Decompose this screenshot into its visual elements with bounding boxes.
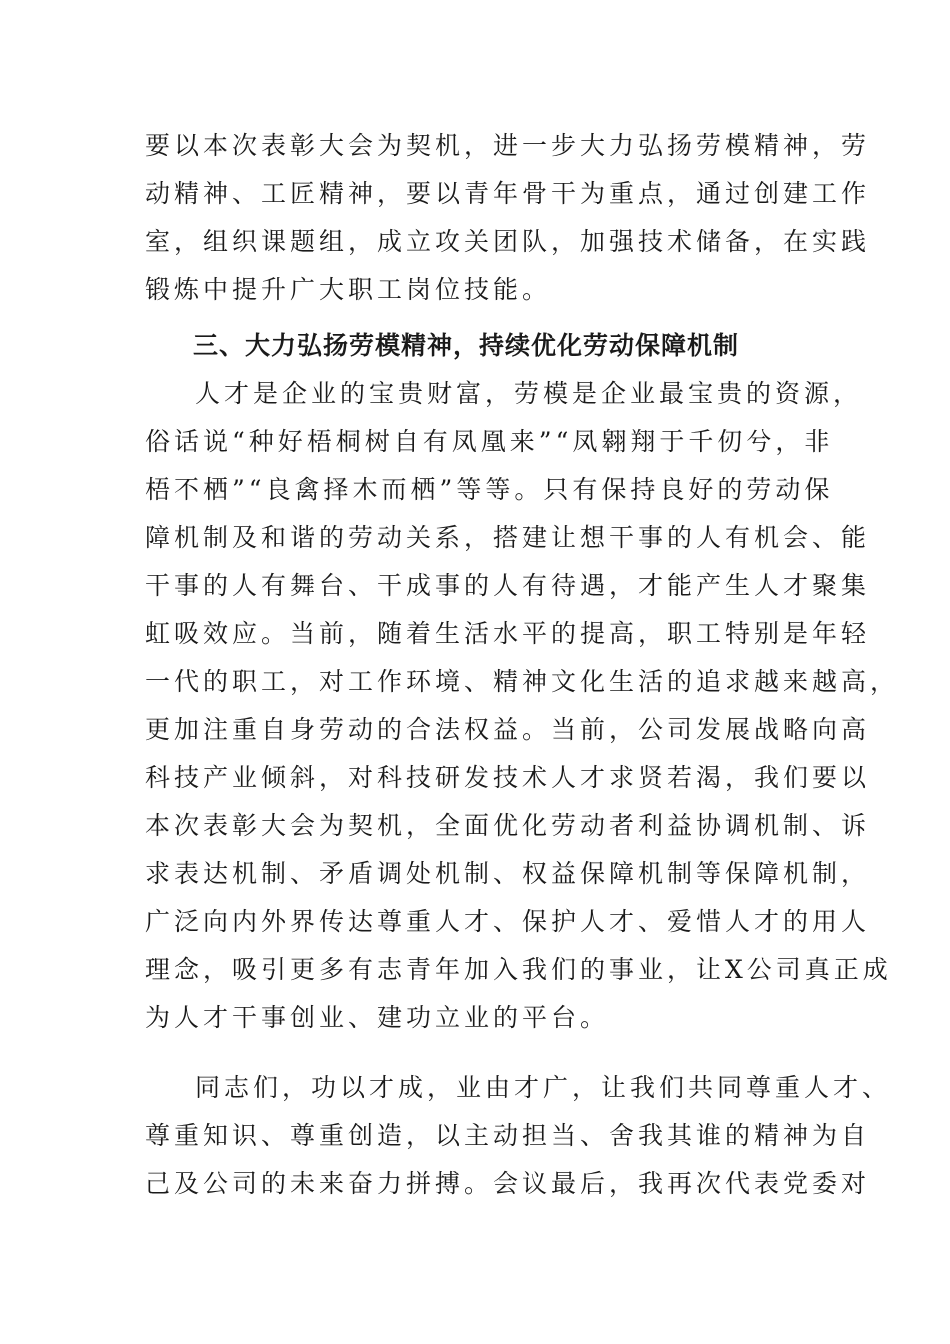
- paragraph-line: 障机制及和谐的劳动关系，搭建让想干事的人有机会、能: [145, 523, 871, 552]
- paragraph-line: 广泛向内外界传达尊重人才、保护人才、爱惜人才的用人: [145, 907, 871, 936]
- paragraph-line: 本次表彰大会为契机，全面优化劳动者利益协调机制、诉: [145, 811, 871, 840]
- paragraph-line: 为人才干事创业、建功立业的平台。: [145, 1003, 610, 1032]
- paragraph-line: 梧不栖”“良禽择木而栖”等等。只有保持良好的劳动保: [145, 475, 834, 504]
- paragraph-line: 要以本次表彰大会为契机，进一步大力弘扬劳模精神，劳: [145, 131, 871, 160]
- paragraph-line: 室，组织课题组，成立攻关团队，加强技术储备，在实践: [145, 227, 871, 256]
- paragraph-line: 更加注重自身劳动的合法权益。当前，公司发展战略向高: [145, 715, 871, 744]
- paragraph-2: [145, 370, 900, 1042]
- paragraph-line: 人才是企业的宝贵财富，劳模是企业最宝贵的资源，: [195, 379, 863, 408]
- paragraph-line: 同志们，功以才成，业由才广，让我们共同尊重人才、: [195, 1073, 892, 1102]
- paragraph-line: 求表达机制、矛盾调处机制、权益保障机制等保障机制，: [145, 859, 871, 888]
- paragraph-line: 科技产业倾斜，对科技研发技术人才求贤若渴，我们要以: [145, 763, 871, 792]
- paragraph-line: 理念，吸引更多有志青年加入我们的事业，让X公司真正成: [145, 955, 892, 984]
- paragraph-line: 尊重知识、尊重创造，以主动担当、舍我其谁的精神为自: [145, 1121, 871, 1150]
- paragraph-line: 虹吸效应。当前，随着生活水平的提高，职工特别是年轻: [145, 619, 871, 648]
- paragraph-1: [145, 122, 871, 314]
- paragraph-line: 己及公司的未来奋力拼搏。会议最后，我再次代表党委对: [145, 1169, 871, 1198]
- paragraph-3: [145, 1064, 892, 1208]
- section-heading: 三、大力弘扬劳模精神，持续优化劳动保障机制: [193, 331, 740, 360]
- paragraph-line: 锻炼中提升广大职工岗位技能。: [145, 275, 552, 304]
- paragraph-line: 动精神、工匠精神，要以青年骨干为重点，通过创建工作: [145, 179, 871, 208]
- paragraph-line: 一代的职工，对工作环境、精神文化生活的追求越来越高，: [145, 667, 900, 696]
- paragraph-line: 俗话说“种好梧桐树自有凤凰来”“凤翱翔于千仞兮，非: [145, 427, 834, 456]
- paragraph-line: 干事的人有舞台、干成事的人有待遇，才能产生人才聚集: [145, 571, 871, 600]
